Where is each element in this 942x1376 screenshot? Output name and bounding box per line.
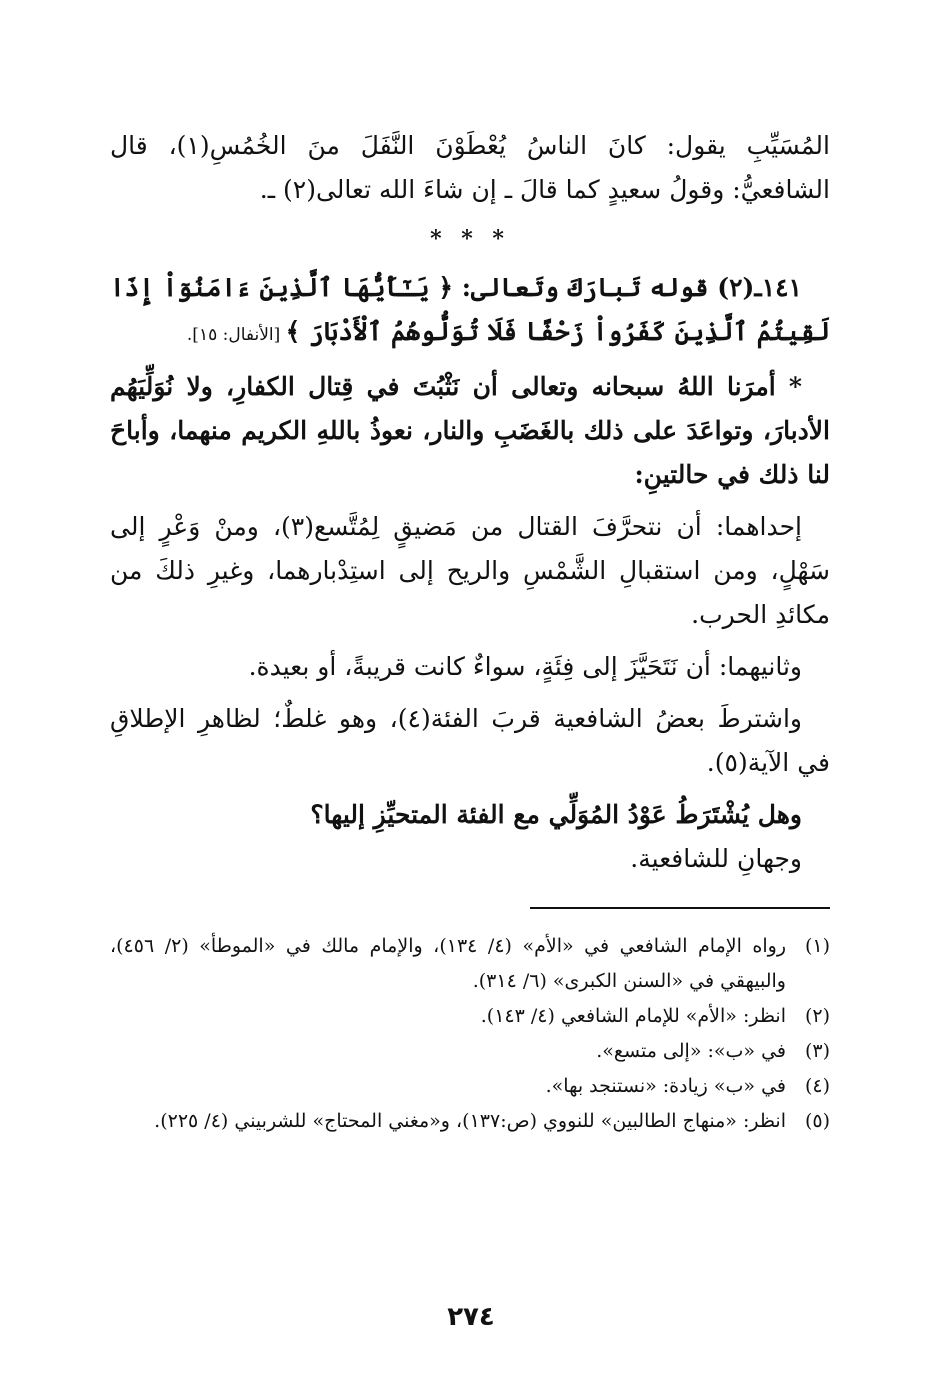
footnote-number: (٣): [804, 1040, 830, 1062]
paragraph-answer: وجهانِ للشافعية.: [630, 844, 802, 873]
footnote-item: [110, 1069, 830, 1104]
paragraph-question: وهل يُشْتَرَطُ عَوْدُ المُوَلِّي مع الفئة المتحيِّزِ إليها؟: [310, 800, 802, 829]
footnote-number: (٢): [804, 1005, 830, 1027]
footnote-divider: [530, 907, 830, 909]
footnote-text: انظر: «منهاج الطالبين» للنووي (ص:١٣٧)، و«مغني المحتاج» للشربيني (٤/ ٢٢٥).: [154, 1110, 786, 1132]
page-number: ٢٧٤: [447, 1302, 495, 1332]
paragraph-continuation: المُسَيِّبِ يقول: كانَ الناسُ يُعْطَوْنَ النَّفَلَ منَ الخُمُسِ(١)، قال الشافعيُّ: وقولُ سعيدٍ كما قالَ ـ إن شاءَ الله تعالى(٢) ـ.: [110, 131, 830, 204]
footnote-number: (٤): [804, 1075, 830, 1097]
quran-verse: ﴿ يَـٰٓأَيُّهَا ٱلَّذِينَ ءَامَنُوٓاْ إِذَا لَقِيتُمُ ٱلَّذِينَ كَفَرُواْ زَحْفًا فَلَا تُوَلُّوهُمُ ٱلْأَدْبَارَ ﴾: [110, 273, 830, 346]
section-separator: * * *: [430, 226, 510, 252]
footnote-item: [110, 929, 830, 999]
paragraph-condition: واشترطَ بعضُ الشافعية قربَ الفئة(٤)، وهو غلطٌ؛ لظاهرِ الإطلاقِ في الآية(٥).: [110, 704, 830, 777]
paragraph-commentary: * أمرَنا اللهُ سبحانه وتعالى أن نَثْبُتَ في قِتال الكفارِ، ولا نُوَلِّيَهُم الأدبارَ، وتواعَدَ على ذلك بالغَضَبِ والنار، نعوذُ باللهِ الكريم منهما، وأباحَ لنا ذلك في حالتينِ:: [110, 372, 830, 489]
footnote-text: في «ب»: «إلى متسع».: [596, 1040, 786, 1062]
paragraph-second-case: وثانيهما: أن نَتَحَيَّزَ إلى فِئَةٍ، سواءٌ كانت قريبةً، أو بعيدة.: [248, 652, 802, 681]
footnote-text: في «ب» زيادة: «نستنجد بها».: [545, 1075, 786, 1097]
verse-intro: ١٤١ـ(٢) قوله تَبارَكَ وتَعالى:: [452, 273, 802, 302]
footnotes: [110, 929, 830, 1139]
verse-reference: [الأنفال: ١٥].: [186, 325, 286, 345]
footnote-number: (١): [804, 935, 830, 957]
paragraph-verse: [110, 266, 830, 357]
footnote-text: انظر: «الأم» للإمام الشافعي (٤/ ١٤٣).: [480, 1005, 786, 1027]
footnote-item: [110, 1104, 830, 1139]
footnote-text: رواه الإمام الشافعي في «الأم» (٤/ ١٣٤)، والإمام مالك في «الموطأ» (٢/ ٤٥٦)، والبيهقي في «السنن الكبرى» (٦/ ٣١٤).: [110, 935, 787, 992]
footnote-number: (٥): [804, 1110, 830, 1132]
footnote-item: [110, 1034, 830, 1069]
page-content: [110, 124, 830, 1376]
paragraph-first-case: إحداهما: أن نتحرَّفَ القتال من مَضيقٍ لِمُتَّسع(٣)، ومنْ وَعْرٍ إلى سَهْلٍ، ومن استقبالِ الشَّمْسِ والريح إلى استِدْبارهما، وغيرِ ذلكَ من مكائدِ الحرب.: [110, 512, 830, 629]
footnote-item: [110, 999, 830, 1034]
